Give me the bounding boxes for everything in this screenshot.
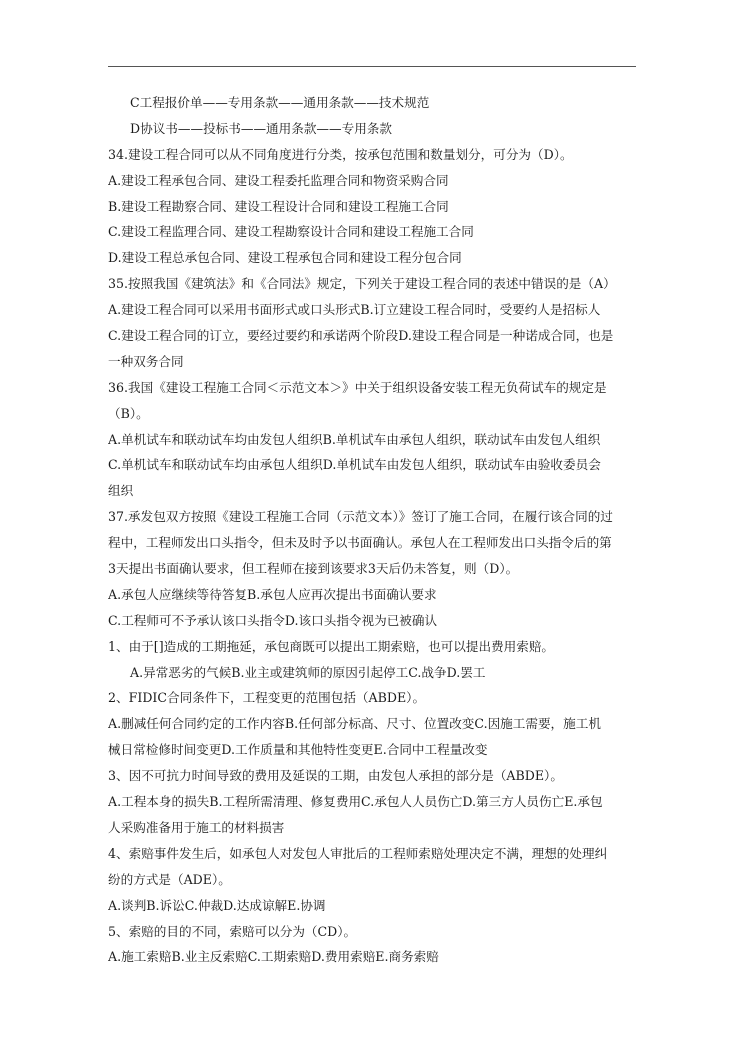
text-line: 组织 — [108, 483, 134, 499]
text-line: 3天提出书面确认要求，但工程师在接到该要求3天后仍未答复，则（D）。 — [108, 561, 519, 577]
text-line: 纷的方式是（ADE）。 — [108, 871, 231, 887]
text-line: 程中，工程师发出口头指令，但未及时予以书面确认。承包人在工程师发出口头指令后的第 — [108, 535, 612, 551]
text-line: 37.承发包双方按照《建设工程施工合同（示范文本）》签订了施工合同，在履行该合同的过 — [108, 509, 613, 525]
document-body — [108, 90, 638, 970]
text-line: A.建设工程承包合同、建设工程委托监理合同和物资采购合同 — [108, 172, 449, 188]
text-line: B.建设工程勘察合同、建设工程设计合同和建设工程施工合同 — [108, 198, 449, 214]
text-line: C.建设工程监理合同、建设工程勘察设计合同和建设工程施工合同 — [108, 224, 474, 240]
text-line: 4、索赔事件发生后，如承包人对发包人审批后的工程师索赔处理决定不满，理想的处理纠 — [108, 845, 608, 861]
text-line: A.工程本身的损失B.工程所需清理、修复费用C.承包人人员伤亡D.第三方人员伤亡E.承包 — [108, 794, 603, 810]
text-line: A.单机试车和联动试车均由发包人组织B.单机试车由承包人组织，联动试车由发包人组织 — [108, 431, 601, 447]
text-line: A.异常恶劣的气候B.业主或建筑师的原因引起停工C.战争D.罢工 — [130, 664, 486, 680]
text-line: 1、由于[]造成的工期拖延，承包商既可以提出工期索赔，也可以提出费用索赔。 — [108, 638, 555, 654]
text-line: （B）。 — [108, 405, 149, 421]
text-line: C工程报价单——专用条款——通用条款——技术规范 — [130, 95, 430, 110]
text-line: A.承包人应继续等待答复B.承包人应再次提出书面确认要求 — [108, 586, 437, 602]
text-line: C.建设工程合同的订立，要经过要约和承诺两个阶段D.建设工程合同是一种诺成合同，也是 — [108, 328, 614, 344]
text-line: A.删减任何合同约定的工作内容B.任何部分标高、尺寸、位置改变C.因施工需要，施工机 — [108, 716, 601, 732]
text-line: A.谈判B.诉讼C.仲裁D.达成谅解E.协调 — [108, 897, 326, 913]
text-line: 3、因不可抗力时间导致的费用及延误的工期，由发包人承担的部分是（ABDE）。 — [108, 768, 563, 784]
text-line: D.建设工程总承包合同、建设工程承包合同和建设工程分包合同 — [108, 250, 462, 266]
text-line: 人采购准备用于施工的材料损害 — [108, 819, 285, 835]
text-line: 5、索赔的目的不同，索赔可以分为（CD）。 — [108, 923, 357, 939]
text-line: C.单机试车和联动试车均由承包人组织D.单机试车由发包人组织，联动试车由验收委员会 — [108, 457, 601, 473]
text-line: 一种双务合同 — [108, 353, 184, 369]
text-line: 35.按照我国《建筑法》和《合同法》规定，下列关于建设工程合同的表述中错误的是（A） — [108, 276, 616, 292]
text-line: A.施工索赔B.业主反索赔C.工期索赔D.费用索赔E.商务索赔 — [108, 949, 439, 965]
text-line: D协议书——投标书——通用条款——专用条款 — [130, 120, 392, 136]
header-rule — [108, 66, 636, 67]
text-line: 械日常检修时间变更D.工作质量和其他特性变更E.合同中工程量改变 — [108, 742, 488, 758]
text-line: 34.建设工程合同可以从不同角度进行分类，按承包范围和数量划分，可分为（D）。 — [108, 146, 573, 162]
text-line: 2、FIDIC合同条件下，工程变更的范围包括（ABDE）。 — [108, 690, 426, 706]
text-line: C.工程师可不予承认该口头指令D.该口头指令视为已被确认 — [108, 612, 438, 628]
text-line: A.建设工程合同可以采用书面形式或口头形式B.订立建设工程合同时，受要约人是招标人 — [108, 302, 601, 318]
text-line: 36.我国《建设工程施工合同＜示范文本＞》中关于组织设备安装工程无负荷试车的规定是 — [108, 379, 607, 395]
